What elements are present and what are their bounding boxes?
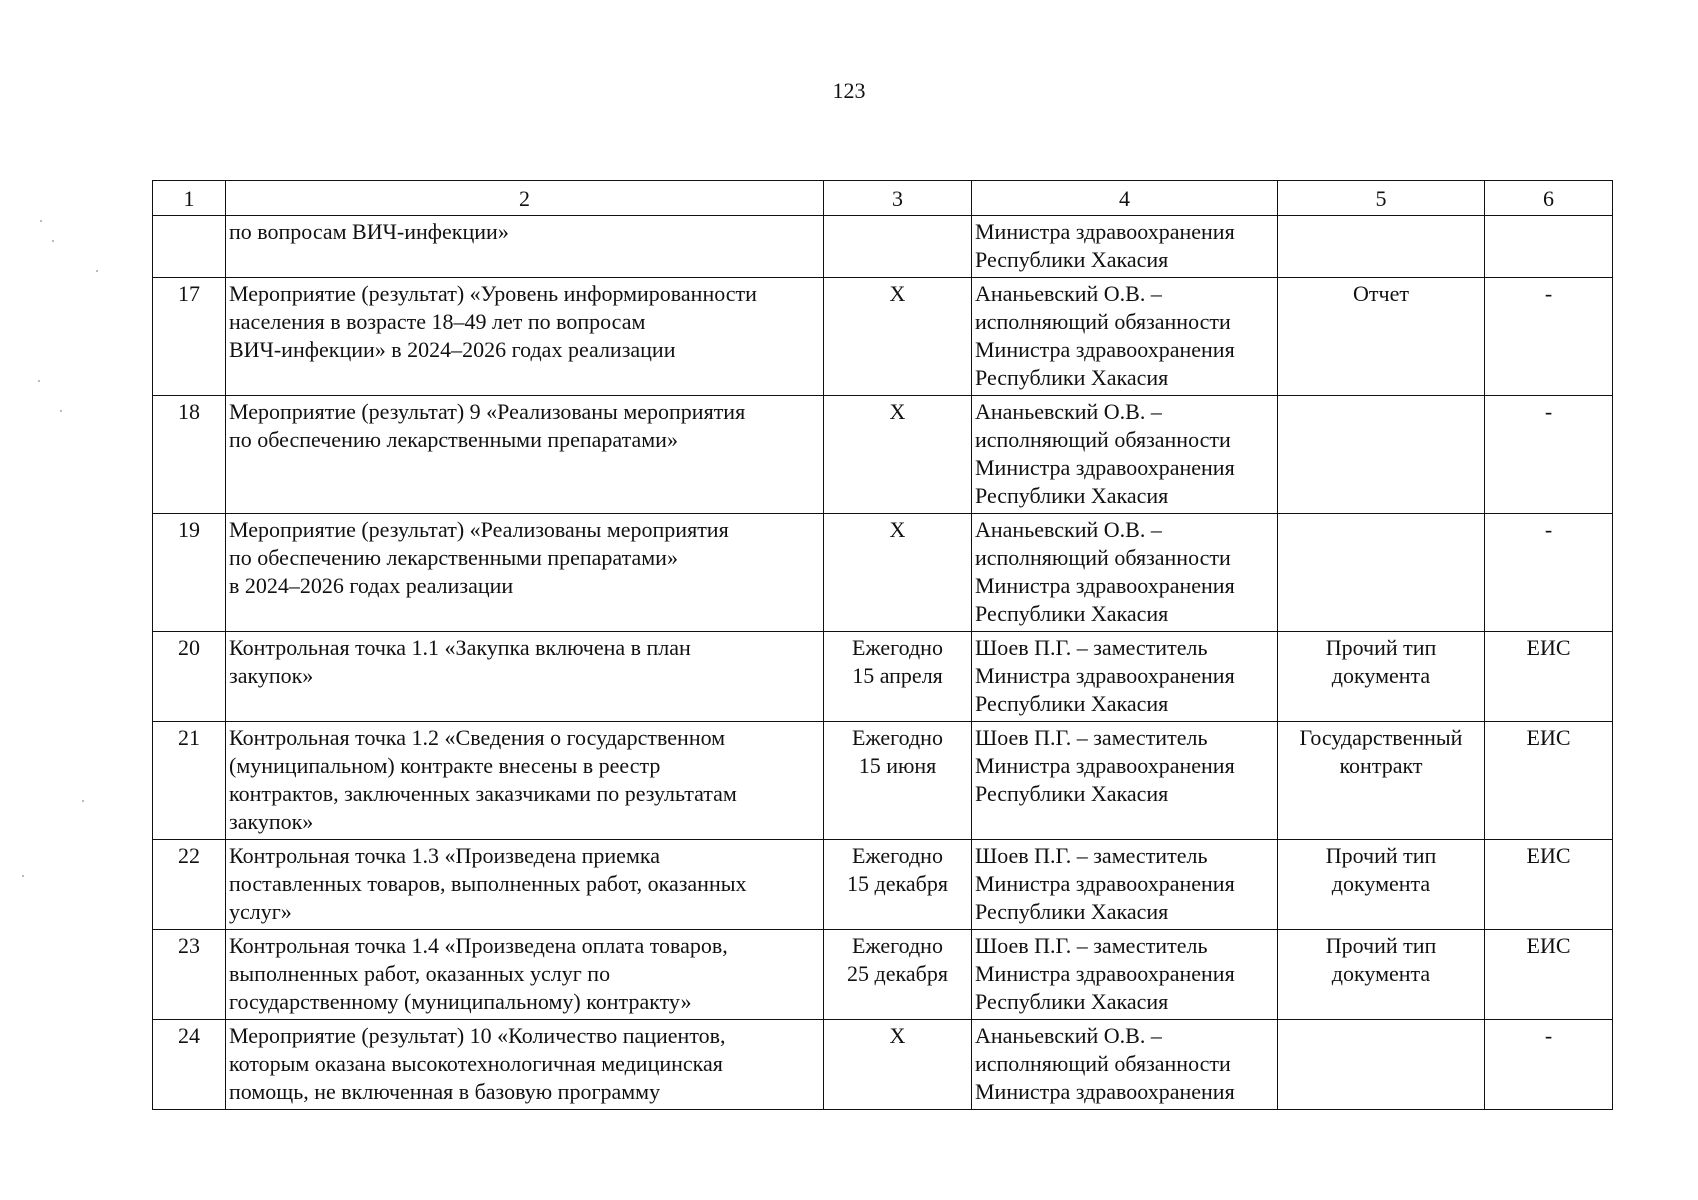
information-system-cell bbox=[1485, 840, 1613, 930]
event-name-cell bbox=[226, 930, 824, 1020]
table-row bbox=[153, 514, 1613, 632]
information-system-cell bbox=[1485, 396, 1613, 514]
responsible-person-cell bbox=[972, 632, 1278, 722]
responsible-person-cell bbox=[972, 840, 1278, 930]
row-number-cell bbox=[153, 396, 226, 514]
scan-speck bbox=[52, 240, 54, 242]
deadline-cell bbox=[824, 840, 972, 930]
col-header-6: 6 bbox=[1485, 181, 1613, 216]
document-type-cell bbox=[1278, 216, 1485, 278]
scan-speck bbox=[40, 220, 42, 222]
document-type-cell bbox=[1278, 278, 1485, 396]
document-type: Прочий тип документа bbox=[1325, 635, 1437, 688]
responsible-person-cell bbox=[972, 278, 1278, 396]
information-system-cell bbox=[1485, 930, 1613, 1020]
row-number: 18 bbox=[178, 399, 200, 424]
deadline: X bbox=[889, 399, 906, 424]
responsible-person: Шоев П.Г. – заместитель Министра здравоохранения Республики Хакасия bbox=[975, 725, 1235, 806]
information-system: ЕИС bbox=[1526, 933, 1571, 958]
event-name: Мероприятие (результат) «Реализованы мероприятия по обеспечению лекарственными препаратами» в 2024–2026 годах реализации bbox=[229, 517, 729, 598]
event-name-cell bbox=[226, 216, 824, 278]
table-row bbox=[153, 396, 1613, 514]
table-body bbox=[153, 216, 1613, 1110]
deadline: X bbox=[889, 517, 906, 542]
deadline-cell bbox=[824, 1020, 972, 1110]
information-system: ЕИС bbox=[1526, 635, 1571, 660]
document-type-cell bbox=[1278, 396, 1485, 514]
event-name-cell bbox=[226, 632, 824, 722]
row-number-cell bbox=[153, 632, 226, 722]
responsible-person-cell bbox=[972, 930, 1278, 1020]
responsible-person: Шоев П.Г. – заместитель Министра здравоохранения Республики Хакасия bbox=[975, 933, 1235, 1014]
row-number-cell bbox=[153, 930, 226, 1020]
event-name-cell bbox=[226, 514, 824, 632]
deadline: Ежегодно 15 апреля bbox=[852, 635, 943, 688]
responsible-person: Ананьевский О.В. – исполняющий обязанности Министра здравоохранения Республики Хакасия bbox=[975, 399, 1235, 508]
responsible-person: Ананьевский О.В. – исполняющий обязанности Министра здравоохранения Республики Хакасия bbox=[975, 281, 1235, 390]
deadline-cell bbox=[824, 216, 972, 278]
information-system-cell bbox=[1485, 278, 1613, 396]
row-number-cell bbox=[153, 722, 226, 840]
table-row bbox=[153, 930, 1613, 1020]
event-name-cell bbox=[226, 840, 824, 930]
table-row bbox=[153, 840, 1613, 930]
responsible-person: Ананьевский О.В. – исполняющий обязанности Министра здравоохранения Республики Хакасия bbox=[975, 517, 1235, 626]
event-name-cell bbox=[226, 278, 824, 396]
row-number: 23 bbox=[178, 933, 200, 958]
document-type-cell bbox=[1278, 632, 1485, 722]
row-number-cell bbox=[153, 216, 226, 278]
information-system: ЕИС bbox=[1526, 843, 1571, 868]
table-row bbox=[153, 1020, 1613, 1110]
responsible-person-cell bbox=[972, 514, 1278, 632]
information-system: ЕИС bbox=[1526, 725, 1571, 750]
information-system-cell bbox=[1485, 216, 1613, 278]
deadline-cell bbox=[824, 278, 972, 396]
event-name: Контрольная точка 1.2 «Сведения о государственном (муниципальном) контракте внесены в реестр контрактов, заключенных заказчиками по результатам закупок» bbox=[229, 725, 737, 834]
col-header-4: 4 bbox=[972, 181, 1278, 216]
scan-speck bbox=[22, 875, 24, 877]
scan-speck bbox=[38, 380, 40, 382]
row-number-cell bbox=[153, 840, 226, 930]
information-system-cell bbox=[1485, 1020, 1613, 1110]
page-number: 123 bbox=[832, 78, 866, 103]
deadline: Ежегодно 15 июня bbox=[852, 725, 943, 778]
responsible-person: Шоев П.Г. – заместитель Министра здравоохранения Республики Хакасия bbox=[975, 843, 1235, 924]
deadline-cell bbox=[824, 930, 972, 1020]
document-type-cell bbox=[1278, 1020, 1485, 1110]
event-name: Контрольная точка 1.3 «Произведена приемка поставленных товаров, выполненных работ, оказанных услуг» bbox=[229, 843, 747, 924]
event-name-cell bbox=[226, 722, 824, 840]
document-type: Отчет bbox=[1353, 281, 1409, 306]
document-type-cell bbox=[1278, 722, 1485, 840]
row-number-cell bbox=[153, 278, 226, 396]
document-type-cell bbox=[1278, 514, 1485, 632]
deadline: X bbox=[889, 1023, 906, 1048]
information-system-cell bbox=[1485, 514, 1613, 632]
responsible-person-cell bbox=[972, 1020, 1278, 1110]
deadline-cell bbox=[824, 722, 972, 840]
col-header-2: 2 bbox=[226, 181, 824, 216]
table-row bbox=[153, 632, 1613, 722]
scan-speck bbox=[82, 800, 84, 802]
deadline: X bbox=[889, 281, 906, 306]
event-name-cell bbox=[226, 396, 824, 514]
document-type-cell bbox=[1278, 840, 1485, 930]
plan-table bbox=[152, 180, 1613, 1110]
row-number: 20 bbox=[178, 635, 200, 660]
document-type-cell bbox=[1278, 930, 1485, 1020]
responsible-person-cell bbox=[972, 216, 1278, 278]
event-name: Контрольная точка 1.4 «Произведена оплата товаров, выполненных работ, оказанных услуг по государственному (муниципальному) контракту» bbox=[229, 933, 728, 1014]
responsible-person: Министра здравоохранения Республики Хакасия bbox=[975, 219, 1235, 272]
document-type: Государственный контракт bbox=[1299, 725, 1463, 778]
deadline-cell bbox=[824, 396, 972, 514]
information-system: - bbox=[1544, 281, 1553, 306]
responsible-person-cell bbox=[972, 722, 1278, 840]
event-name: по вопросам ВИЧ-инфекции» bbox=[229, 219, 509, 244]
header-row bbox=[153, 181, 1613, 216]
event-name: Мероприятие (результат) «Уровень информированности населения в возрасте 18–49 лет по вопросам ВИЧ-инфекции» в 2024–2026 годах реализации bbox=[229, 281, 757, 362]
col-header-3: 3 bbox=[824, 181, 972, 216]
table-row bbox=[153, 216, 1613, 278]
responsible-person: Ананьевский О.В. – исполняющий обязанности Министра здравоохранения bbox=[975, 1023, 1235, 1104]
row-number-cell bbox=[153, 1020, 226, 1110]
event-name-cell bbox=[226, 1020, 824, 1110]
table-row bbox=[153, 722, 1613, 840]
document-type: Прочий тип документа bbox=[1325, 843, 1437, 896]
event-name: Контрольная точка 1.1 «Закупка включена в план закупок» bbox=[229, 635, 691, 688]
document-type: Прочий тип документа bbox=[1325, 933, 1437, 986]
deadline-cell bbox=[824, 632, 972, 722]
row-number-cell bbox=[153, 514, 226, 632]
information-system-cell bbox=[1485, 722, 1613, 840]
col-header-1: 1 bbox=[153, 181, 226, 216]
col-header-5: 5 bbox=[1278, 181, 1485, 216]
deadline: Ежегодно 25 декабря bbox=[847, 933, 948, 986]
row-number: 17 bbox=[178, 281, 200, 306]
information-system: - bbox=[1544, 1023, 1553, 1048]
deadline: Ежегодно 15 декабря bbox=[847, 843, 948, 896]
event-name: Мероприятие (результат) 10 «Количество пациентов, которым оказана высокотехнологичная медицинская помощь, не включенная в базовую программу bbox=[229, 1023, 726, 1104]
responsible-person-cell bbox=[972, 396, 1278, 514]
row-number: 24 bbox=[178, 1023, 200, 1048]
information-system-cell bbox=[1485, 632, 1613, 722]
deadline-cell bbox=[824, 514, 972, 632]
row-number: 19 bbox=[178, 517, 200, 542]
row-number: 21 bbox=[178, 725, 200, 750]
information-system: - bbox=[1544, 399, 1553, 424]
scan-speck bbox=[60, 410, 62, 412]
row-number: 22 bbox=[178, 843, 200, 868]
information-system: - bbox=[1544, 517, 1553, 542]
responsible-person: Шоев П.Г. – заместитель Министра здравоохранения Республики Хакасия bbox=[975, 635, 1235, 716]
table-row bbox=[153, 278, 1613, 396]
scan-speck bbox=[96, 270, 98, 272]
event-name: Мероприятие (результат) 9 «Реализованы мероприятия по обеспечению лекарственными препаратами» bbox=[229, 399, 746, 452]
